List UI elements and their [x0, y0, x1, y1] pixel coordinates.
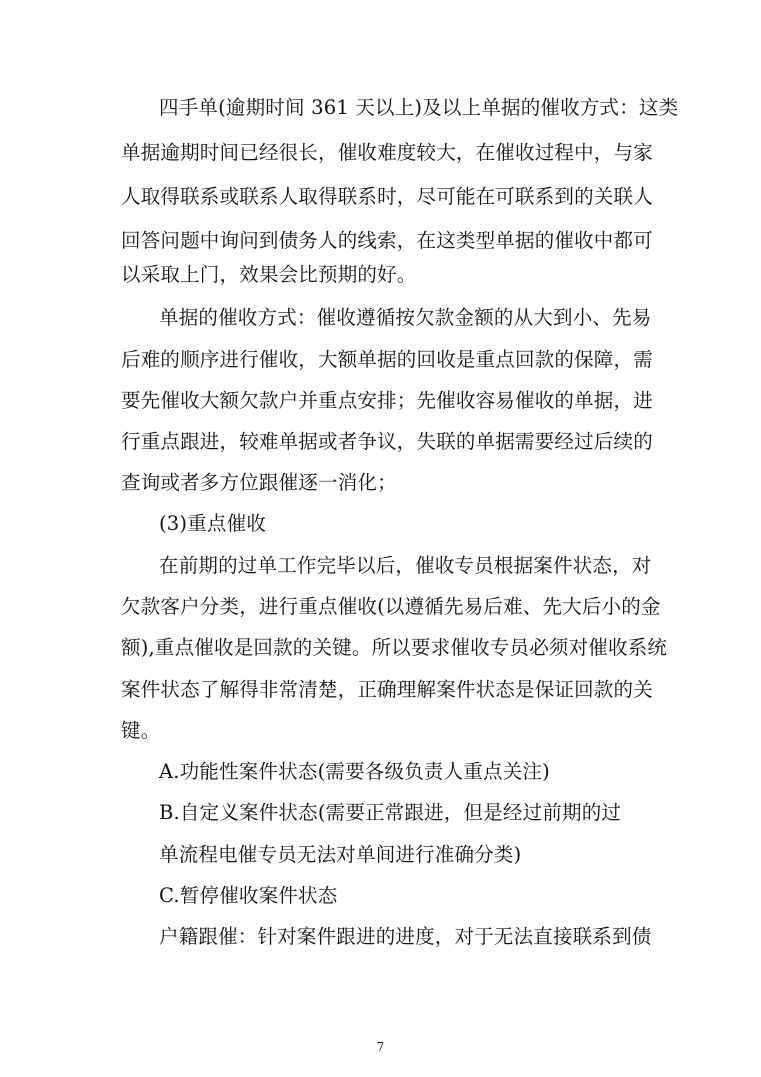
body-line: 欠款客户分类，进行重点催收(以遵循先易后难、先大后小的金 — [121, 595, 661, 618]
body-line: 单据的催收方式：催收遵循按欠款金额的从大到小、先易 — [159, 306, 652, 329]
body-line: 查询或者多方位跟催逐一消化； — [121, 471, 397, 494]
body-line: 四手单(逾期时间 361 天以上)及以上单据的催收方式：这类 — [159, 96, 679, 119]
body-line: 行重点跟进，较难单据或者争议，失联的单据需要经过后续的 — [121, 430, 653, 453]
list-item-continuation: 单流程电催专员无法对单间进行准确分类) — [159, 843, 522, 866]
body-line: 要先催收大额欠款户并重点安排；先催收容易催收的单据，进 — [121, 389, 653, 412]
page-number: 7 — [376, 1040, 385, 1054]
body-line: 以采取上门，效果会比预期的好。 — [121, 263, 417, 286]
list-item: B.自定义案件状态(需要正常跟进，但是经过前期的过 — [159, 801, 622, 824]
body-line: 户籍跟催：针对案件跟进的进度，对于无法直接联系到债 — [159, 925, 652, 948]
body-line: 键。 — [121, 719, 161, 742]
body-line: 额),重点催收是回款的关键。所以要求催收专员必须对催收系统 — [121, 636, 668, 659]
section-heading: (3)重点催收 — [159, 512, 267, 535]
list-item: A.功能性案件状态(需要各级负责人重点关注) — [159, 760, 550, 783]
body-line: 单据逾期时间已经很长，催收难度较大，在催收过程中，与家 — [121, 141, 653, 164]
body-line: 案件状态了解得非常清楚，正确理解案件状态是保证回款的关 — [121, 678, 653, 701]
body-line: 回答问题中询问到债务人的线索，在这类型单据的催收中都可 — [121, 229, 653, 252]
list-item: C.暂停催收案件状态 — [159, 884, 338, 907]
body-line: 后难的顺序进行催收，大额单据的回收是重点回款的保障，需 — [121, 348, 653, 371]
body-line: 在前期的过单工作完毕以后，催收专员根据案件状态，对 — [159, 554, 652, 577]
body-line: 人取得联系或联系人取得联系时，尽可能在可联系到的关联人 — [121, 185, 653, 208]
